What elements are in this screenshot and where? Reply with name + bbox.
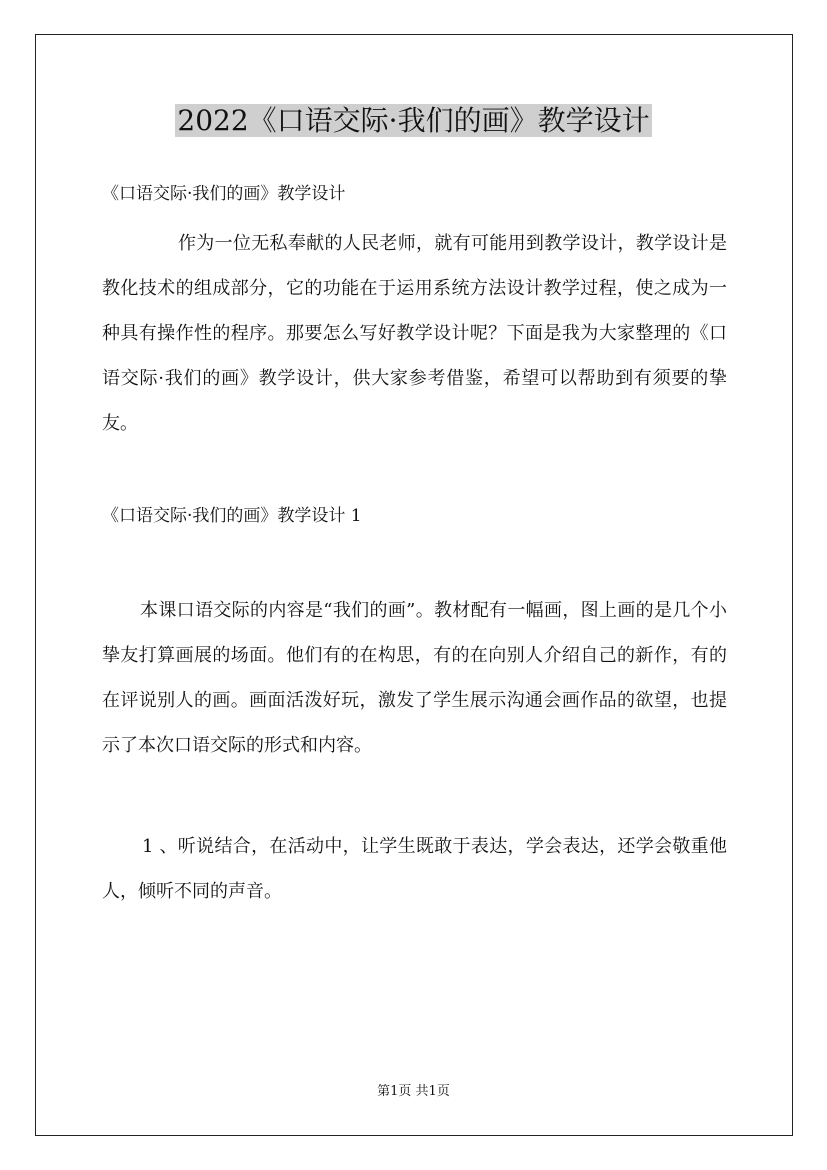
section-title: 《口语交际·我们的画》教学设计 1	[102, 506, 362, 526]
goal-paragraph: 1 、听说结合，在活动中，让学生既敢于表达，学会表达，还学会敬重他人，倾听不同的声音。	[102, 836, 727, 902]
intro-paragraph: 作为一位无私奉献的人民老师，就有可能用到教学设计，教学设计是教化技术的组成部分，它的功能在于运用系统方法设计教学过程，使之成为一种具有操作性的程序。那要怎么写好教学设计呢？下面是我为大家整理的《口语交际·我们的画》教学设计，供大家参考借鉴，希望可以帮助到有须要的挚友。	[102, 233, 727, 434]
section-paragraph: 本课口语交际的内容是“我们的画”。教材配有一幅画，图上画的是几个小挚友打算画展的场面。他们有的在构思，有的在向别人介绍自己的新作，有的在评说别人的画。画面活泼好玩，激发了学生展示沟通会画作品的欲望，也提示了本次口语交际的形式和内容。	[102, 600, 727, 756]
document-body	[102, 176, 727, 914]
document-title	[0, 100, 827, 142]
page-footer: 第1页 共1页	[377, 1084, 450, 1099]
document-subtitle: 《口语交际·我们的画》教学设计	[102, 184, 346, 204]
document-title-text: 2022《口语交际·我们的画》教学设计	[177, 104, 650, 137]
